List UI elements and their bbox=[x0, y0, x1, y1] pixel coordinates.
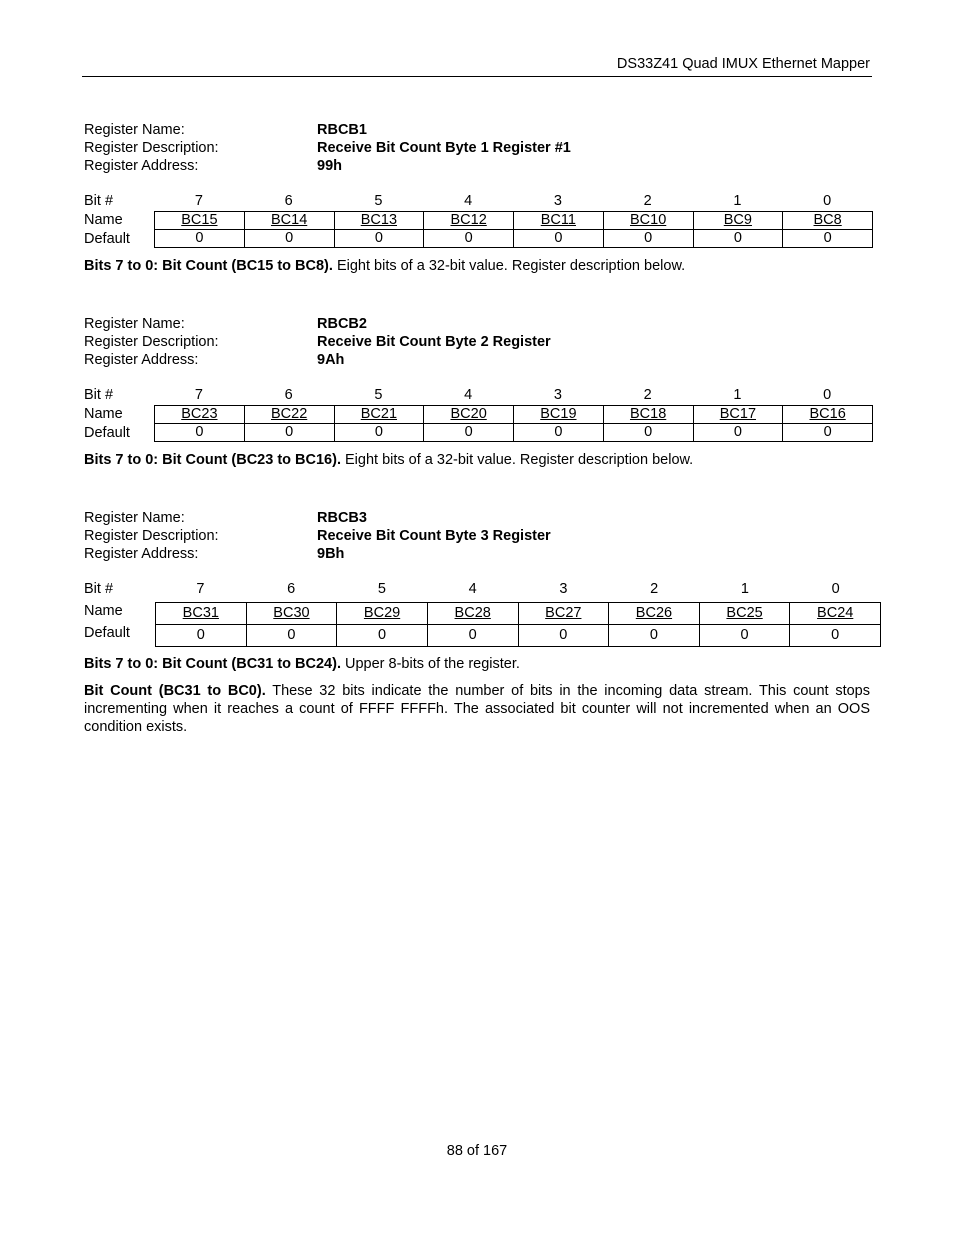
bit-default-cell: 0 bbox=[518, 625, 609, 647]
bit-numbers-row bbox=[155, 581, 881, 597]
bit-number: 2 bbox=[643, 193, 652, 209]
summary-text: These 32 bits indicate the number of bits in the incoming data stream. This count stops incrementing when it reaches a count of FFFF FFFFh. The associated bit counter will not incremented when an OOS condition exists. bbox=[84, 683, 870, 735]
bit-default-cell: 0 bbox=[693, 230, 783, 248]
default-row-label: Default bbox=[84, 231, 130, 247]
bit-numbers-row bbox=[154, 387, 872, 403]
bit-name-cell: BC27 bbox=[518, 603, 609, 625]
register-name-label: Register Name: bbox=[84, 316, 185, 332]
bit-number: 1 bbox=[740, 581, 749, 597]
bit-table-rbcb3 bbox=[155, 602, 881, 647]
register-name-value: RBCB2 bbox=[317, 316, 367, 332]
bit-default-cell: 0 bbox=[156, 625, 247, 647]
bit-default-cell: 0 bbox=[155, 424, 245, 442]
register-info-rbcb1 bbox=[84, 121, 571, 175]
register-description-value: Receive Bit Count Byte 2 Register bbox=[317, 334, 551, 350]
bit-number-label: Bit # bbox=[84, 581, 114, 597]
bit-default-cell: 0 bbox=[699, 625, 790, 647]
bit-number: 7 bbox=[196, 581, 205, 597]
bit-name-cell: BC30 bbox=[246, 603, 337, 625]
bit-name-cell: BC18 bbox=[603, 406, 693, 424]
name-row-label: Name bbox=[84, 603, 123, 619]
bit-name-cell: BC24 bbox=[790, 603, 881, 625]
bit-number: 3 bbox=[553, 193, 562, 209]
bit-number: 2 bbox=[643, 387, 652, 403]
bit-number-label: Bit # bbox=[84, 387, 114, 403]
bit-default-cell: 0 bbox=[244, 424, 334, 442]
bit-number: 7 bbox=[194, 193, 203, 209]
default-row-label: Default bbox=[84, 625, 130, 641]
name-row-label: Name bbox=[84, 212, 123, 228]
bit-table-rbcb2 bbox=[154, 405, 873, 442]
bit-name-cell: BC22 bbox=[244, 406, 334, 424]
register-address-value: 99h bbox=[317, 158, 342, 174]
bit-number: 6 bbox=[284, 193, 293, 209]
bit-name-cell: BC14 bbox=[244, 212, 334, 230]
register-info-rbcb3 bbox=[84, 509, 551, 563]
bit-number: 0 bbox=[823, 193, 832, 209]
name-row-label: Name bbox=[84, 406, 123, 422]
bits-description-bold: Bits 7 to 0: Bit Count (BC15 to BC8). bbox=[84, 258, 333, 274]
bit-number: 0 bbox=[823, 387, 832, 403]
bit-name-cell: BC26 bbox=[609, 603, 700, 625]
bits-description-bold: Bits 7 to 0: Bit Count (BC31 to BC24). bbox=[84, 656, 341, 672]
register-description-label: Register Description: bbox=[84, 334, 219, 350]
bit-default-cell: 0 bbox=[514, 230, 604, 248]
bit-name-cell: BC11 bbox=[514, 212, 604, 230]
bit-name-cell: BC20 bbox=[424, 406, 514, 424]
register-name-value: RBCB3 bbox=[317, 510, 367, 526]
bit-default-cell: 0 bbox=[334, 424, 424, 442]
bit-default-cell: 0 bbox=[514, 424, 604, 442]
bits-description-rbcb1 bbox=[84, 257, 870, 275]
bit-number: 4 bbox=[468, 581, 477, 597]
page-number: 88 of 167 bbox=[446, 1143, 508, 1159]
bit-number: 1 bbox=[733, 387, 742, 403]
bit-default-cell: 0 bbox=[424, 424, 514, 442]
bit-name-cell: BC13 bbox=[334, 212, 424, 230]
bit-name-cell: BC10 bbox=[603, 212, 693, 230]
bits-description-text: Eight bits of a 32-bit value. Register description below. bbox=[340, 452, 694, 468]
bits-description-text: Upper 8-bits of the register. bbox=[340, 656, 520, 672]
register-name-label: Register Name: bbox=[84, 122, 185, 138]
default-row-label: Default bbox=[84, 425, 130, 441]
bit-default-cell: 0 bbox=[244, 230, 334, 248]
bits-description-text: Eight bits of a 32-bit value. Register description below. bbox=[332, 258, 686, 274]
bit-name-cell: BC21 bbox=[334, 406, 424, 424]
bit-default-cell: 0 bbox=[246, 625, 337, 647]
bit-name-cell: BC19 bbox=[514, 406, 604, 424]
bit-name-cell: BC23 bbox=[155, 406, 245, 424]
bit-name-cell: BC15 bbox=[155, 212, 245, 230]
bit-number: 3 bbox=[553, 387, 562, 403]
bit-default-cell: 0 bbox=[609, 625, 700, 647]
bit-default-cell: 0 bbox=[783, 424, 873, 442]
bit-name-cell: BC16 bbox=[783, 406, 873, 424]
bit-numbers-row bbox=[154, 193, 872, 209]
bit-number: 1 bbox=[733, 193, 742, 209]
bit-name-cell: BC17 bbox=[693, 406, 783, 424]
bit-number: 5 bbox=[377, 581, 386, 597]
register-name-value: RBCB1 bbox=[317, 122, 367, 138]
register-description-label: Register Description: bbox=[84, 140, 219, 156]
bit-name-cell: BC8 bbox=[783, 212, 873, 230]
bit-default-cell: 0 bbox=[337, 625, 428, 647]
bit-number: 4 bbox=[464, 387, 473, 403]
bit-name-cell: BC29 bbox=[337, 603, 428, 625]
register-address-value: 9Bh bbox=[317, 546, 345, 562]
bit-table-rbcb1 bbox=[154, 211, 873, 248]
bit-name-cell: BC12 bbox=[424, 212, 514, 230]
bit-number: 2 bbox=[650, 581, 659, 597]
bit-number: 5 bbox=[374, 387, 383, 403]
bit-number: 6 bbox=[287, 581, 296, 597]
bits-description-bold: Bits 7 to 0: Bit Count (BC23 to BC16). bbox=[84, 452, 341, 468]
bit-default-cell: 0 bbox=[424, 230, 514, 248]
bit-number: 5 bbox=[374, 193, 383, 209]
bit-count-summary bbox=[84, 682, 870, 736]
bit-default-cell: 0 bbox=[155, 230, 245, 248]
header-rule bbox=[82, 76, 872, 77]
bit-number: 3 bbox=[559, 581, 568, 597]
bits-description-rbcb2 bbox=[84, 451, 870, 469]
register-name-label: Register Name: bbox=[84, 510, 185, 526]
register-description-value: Receive Bit Count Byte 3 Register bbox=[317, 528, 551, 544]
register-address-label: Register Address: bbox=[84, 546, 199, 562]
register-address-value: 9Ah bbox=[317, 352, 345, 368]
bit-name-cell: BC28 bbox=[427, 603, 518, 625]
register-description-label: Register Description: bbox=[84, 528, 219, 544]
bit-name-cell: BC25 bbox=[699, 603, 790, 625]
register-address-label: Register Address: bbox=[84, 158, 199, 174]
bit-number: 7 bbox=[194, 387, 203, 403]
bit-default-cell: 0 bbox=[334, 230, 424, 248]
bit-name-cell: BC9 bbox=[693, 212, 783, 230]
bit-number: 6 bbox=[284, 387, 293, 403]
bit-default-cell: 0 bbox=[603, 230, 693, 248]
bit-default-cell: 0 bbox=[603, 424, 693, 442]
bit-default-cell: 0 bbox=[783, 230, 873, 248]
bit-number: 4 bbox=[464, 193, 473, 209]
register-description-value: Receive Bit Count Byte 1 Register #1 bbox=[317, 140, 571, 156]
bit-default-cell: 0 bbox=[427, 625, 518, 647]
bit-number-label: Bit # bbox=[84, 193, 114, 209]
register-address-label: Register Address: bbox=[84, 352, 199, 368]
bit-default-cell: 0 bbox=[790, 625, 881, 647]
bits-description-rbcb3 bbox=[84, 655, 870, 673]
bit-number: 0 bbox=[831, 581, 840, 597]
register-info-rbcb2 bbox=[84, 315, 551, 369]
bit-default-cell: 0 bbox=[693, 424, 783, 442]
bit-name-cell: BC31 bbox=[156, 603, 247, 625]
summary-bold: Bit Count (BC31 to BC0). bbox=[84, 683, 266, 699]
document-header-title: DS33Z41 Quad IMUX Ethernet Mapper bbox=[616, 56, 870, 72]
